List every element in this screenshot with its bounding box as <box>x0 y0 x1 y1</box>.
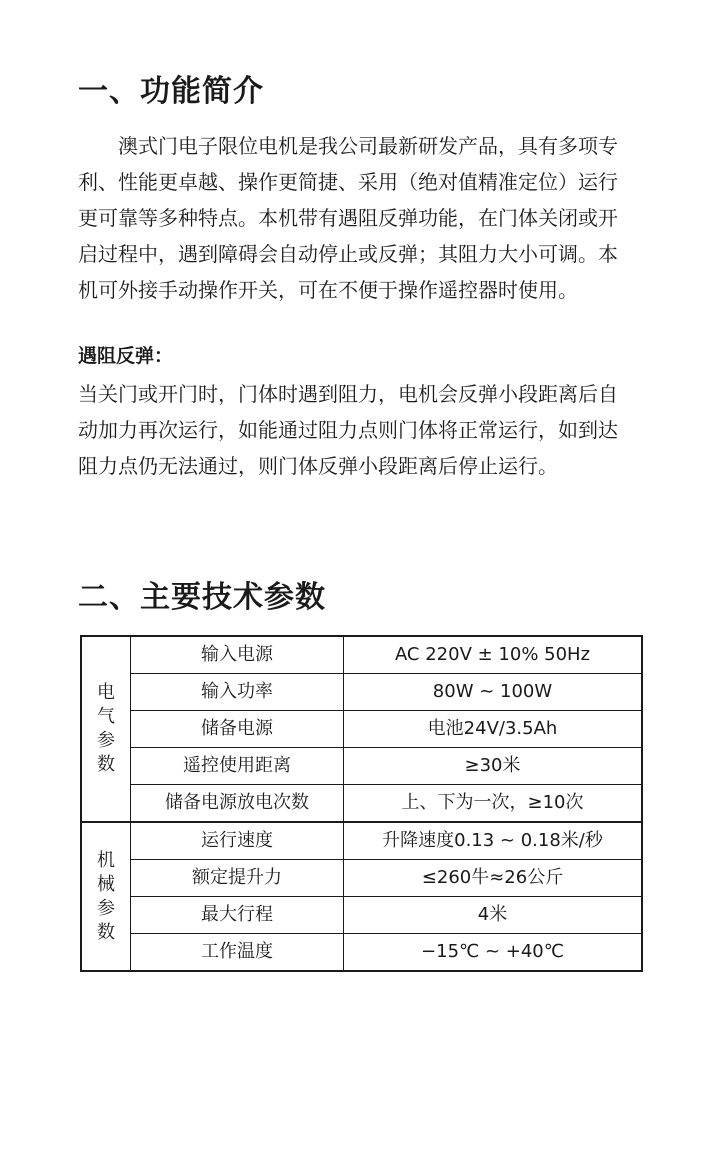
table-row <box>81 785 642 823</box>
param-name: 最大行程 <box>131 897 344 934</box>
intro-line: 启过程中，遇到障碍会自动停止或反弹；其阻力大小可调。本 <box>78 242 618 266</box>
rebound-paragraph <box>78 376 678 484</box>
param-name: 运行速度 <box>131 822 344 860</box>
table-row <box>81 860 642 897</box>
param-value: −15℃ ~ +40℃ <box>344 934 643 972</box>
param-name: 输入功率 <box>131 674 344 711</box>
section-title-intro: 一、功能简介 <box>78 74 264 109</box>
rebound-line: 阻力点仍无法通过，则门体反弹小段距离后停止运行。 <box>78 454 558 478</box>
intro-line: 澳式门电子限位电机是我公司最新研发产品，具有多项专 <box>118 134 618 158</box>
rebound-line: 动加力再次运行，如能通过阻力点则门体将正常运行，如到达 <box>78 418 618 442</box>
table-row <box>81 897 642 934</box>
param-value: 上、下为一次，≥10次 <box>344 785 643 823</box>
section-title-specs: 二、主要技术参数 <box>78 580 326 615</box>
table-row <box>81 748 642 785</box>
table-row <box>81 636 642 674</box>
rebound-line: 当关门或开门时，门体时遇到阻力，电机会反弹小段距离后自 <box>78 382 618 406</box>
param-name: 额定提升力 <box>131 860 344 897</box>
param-value: 4米 <box>344 897 643 934</box>
intro-paragraph <box>78 128 678 308</box>
table-row <box>81 711 642 748</box>
param-name: 工作温度 <box>131 934 344 972</box>
table-row <box>81 674 642 711</box>
param-name: 遥控使用距离 <box>131 748 344 785</box>
param-name: 储备电源 <box>131 711 344 748</box>
param-value: 电池24V/3.5Ah <box>344 711 643 748</box>
intro-line: 机可外接手动操作开关，可在不便于操作遥控器时使用。 <box>78 278 578 302</box>
category-electrical: 电 气 参 数 <box>81 636 131 822</box>
table-row <box>81 934 642 972</box>
param-name: 储备电源放电次数 <box>131 785 344 823</box>
param-name: 输入电源 <box>131 636 344 674</box>
param-value: ≥30米 <box>344 748 643 785</box>
spec-table <box>80 635 643 972</box>
table-row <box>81 822 642 860</box>
intro-line: 更可靠等多种特点。本机带有遇阻反弹功能，在门体关闭或开 <box>78 206 618 230</box>
param-value: 升降速度0.13 ~ 0.18米/秒 <box>344 822 643 860</box>
param-value: AC 220V ± 10% 50Hz <box>344 636 643 674</box>
intro-line: 利、性能更卓越、操作更简捷、采用（绝对值精准定位）运行 <box>78 170 618 194</box>
param-value: 80W ~ 100W <box>344 674 643 711</box>
rebound-subheading: 遇阻反弹： <box>78 345 174 367</box>
param-value: ≤260牛≈26公斤 <box>344 860 643 897</box>
category-mechanical: 机 械 参 数 <box>81 822 131 971</box>
